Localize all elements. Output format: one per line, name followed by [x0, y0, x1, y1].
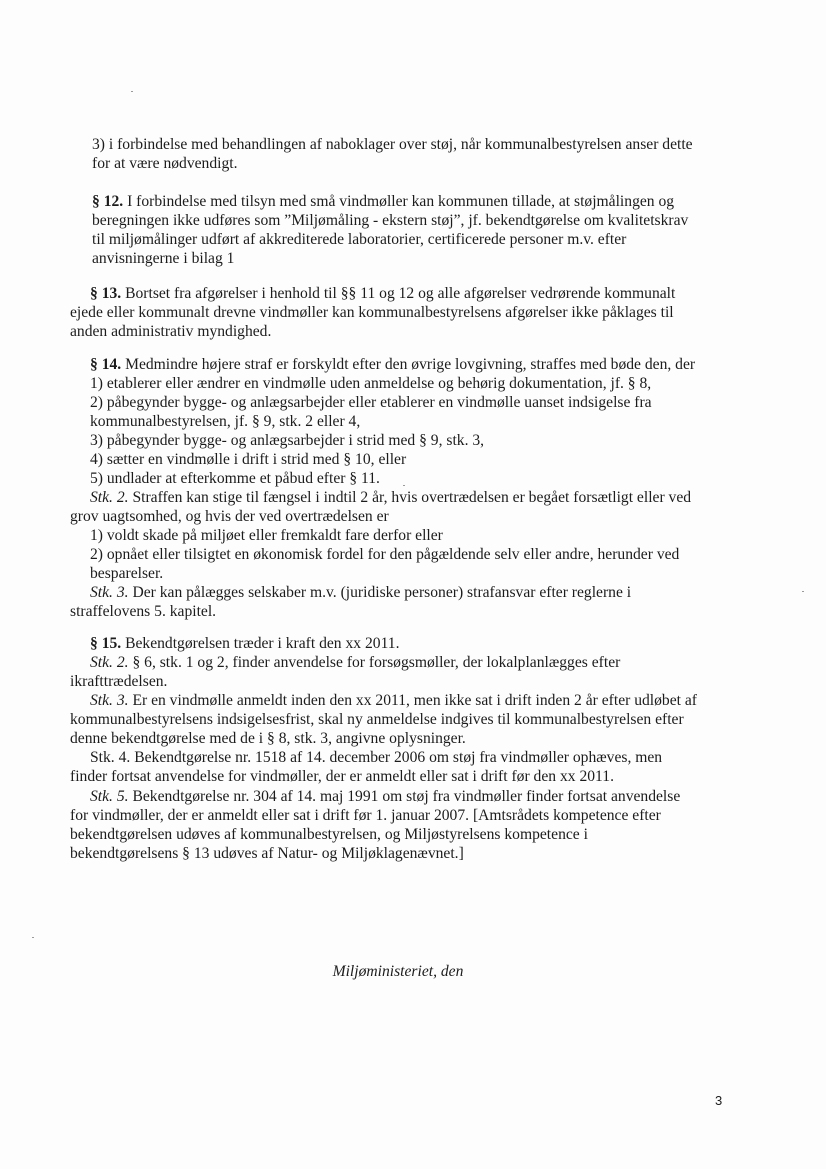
- section-14-stk3-label: Stk. 3.: [90, 584, 129, 601]
- paragraph-3-line-2: for at være nødvendigt.: [92, 155, 238, 172]
- section-14-stk2-item: 1) voldt skade på miljøet eller fremkaldt fare derfor eller: [90, 527, 443, 544]
- section-13-line-3: anden administrativ myndighed.: [70, 323, 272, 340]
- section-15-intro: § 15. Bekendtgørelsen træder i kraft den xx 2011.: [90, 635, 400, 652]
- section-13-line-2: ejede eller kommunalt drevne vindmøller kan kommunalbestyrelsens afgørelser ikke påklages til: [70, 304, 674, 321]
- section-15-stk5-line-4: bekendtgørelsens § 13 udøves af Natur- og Miljøklagenævnet.]: [70, 845, 464, 862]
- section-14-stk3-line-2: straffelovens 5. kapitel.: [70, 603, 217, 620]
- section-15-stk5-line-1: Stk. 5. Bekendtgørelse nr. 304 af 14. maj 1991 om støj fra vindmøller finder fortsat anvendelse: [90, 788, 681, 805]
- scan-speck: [403, 485, 405, 486]
- section-14-marker: § 14.: [90, 356, 122, 373]
- section-15-stk4-line-2: finder fortsat anvendelse for vindmøller, der er anmeldt eller sat i drift før den xx 2011.: [70, 768, 614, 785]
- section-15-stk3-line-1: Stk. 3. Er en vindmølle anmeldt inden den xx 2011, men ikke sat i drift inden 2 år efter udløbet af: [90, 692, 697, 709]
- section-15-stk5-label: Stk. 5.: [90, 788, 129, 805]
- scan-speck: [802, 591, 804, 592]
- section-14-item: 1) etablerer eller ændrer en vindmølle uden anmeldelse og behørig dokumentation, jf. § 8,: [90, 375, 652, 392]
- section-14-item: 2) påbegynder bygge- og anlægsarbejder eller etablerer en vindmølle uanset indsigelse fra: [90, 394, 652, 411]
- section-15-stk3-line-3: denne bekendtgørelse med de i § 8, stk. 3, angivne oplysninger.: [70, 730, 466, 747]
- section-15-stk3-line-2: kommunalbestyrelsens indsigelsesfrist, skal ny anmeldelse indgives til kommunalbestyrelsen efter: [70, 711, 684, 728]
- section-13-marker: § 13.: [90, 285, 122, 302]
- scan-speck: [32, 937, 34, 938]
- signature-line: Miljøministeriet, den: [332, 963, 464, 980]
- section-14-stk2-item: besparelser.: [90, 565, 164, 582]
- section-15-stk2-line-2: ikrafttrædelsen.: [70, 673, 168, 690]
- section-12-line-4: anvisningerne i bilag 1: [92, 250, 235, 267]
- section-14-stk2-label: Stk. 2.: [90, 489, 129, 506]
- section-15-stk4-line-1: Stk. 4. Bekendtgørelse nr. 1518 af 14. december 2006 om støj fra vindmøller ophæves, men: [90, 749, 663, 766]
- section-14-stk2-line-1: Stk. 2. Straffen kan stige til fængsel i indtil 2 år, hvis overtrædelsen er begået forsætligt eller ved: [90, 489, 692, 506]
- section-15-stk5-line-3: bekendtgørelsen udøves af kommunalbestyrelsen, og Miljøstyrelsens kompetence i: [70, 826, 588, 843]
- section-14-item: 4) sætter en vindmølle i drift i strid med § 10, eller: [90, 451, 407, 468]
- page-number: 3: [715, 1093, 723, 1108]
- paragraph-3-line-1: 3) i forbindelse med behandlingen af naboklager over støj, når kommunalbestyrelsen anser dette: [92, 136, 693, 153]
- section-14-item: 5) undlader at efterkomme et påbud efter § 11.: [90, 470, 380, 487]
- section-14-item: 3) påbegynder bygge- og anlægsarbejder i strid med § 9, stk. 3,: [90, 432, 485, 449]
- section-15-stk3-label: Stk. 3.: [90, 692, 129, 709]
- section-15-stk2-label: Stk. 2.: [90, 654, 129, 671]
- section-12-marker: § 12.: [92, 193, 124, 210]
- section-13-line-1: § 13. Bortset fra afgørelser i henhold til §§ 11 og 12 og alle afgørelser vedrørende kommunalt: [90, 285, 676, 302]
- section-15-stk2-line-1: Stk. 2. § 6, stk. 1 og 2, finder anvendelse for forsøgsmøller, der lokalplanlægges efter: [90, 654, 621, 671]
- section-12-line-3: til miljømålinger udført af akkrediterede laboratorier, certificerede personer m.v. efter: [92, 231, 627, 248]
- section-14-stk2-line-2: grov uagtsomhed, og hvis der ved overtrædelsen er: [70, 508, 389, 525]
- section-12-line-2: beregningen ikke udføres som ”Miljømåling - ekstern støj”, jf. bekendtgørelse om kvalitetskrav: [92, 212, 689, 229]
- section-15-stk5-line-2: for vindmøller, der er anmeldt eller sat i drift før 1. januar 2007. [Amtsrådets kompetence efter: [70, 807, 661, 824]
- section-14-stk2-item: 2) opnået eller tilsigtet en økonomisk fordel for den pågældende selv eller andre, herunder ved: [90, 546, 680, 563]
- section-15-marker: § 15.: [90, 635, 122, 652]
- section-14-intro: § 14. Medmindre højere straf er forskyldt efter den øvrige lovgivning, straffes med bøde den, der: [90, 356, 696, 373]
- section-14-stk3-line-1: Stk. 3. Der kan pålægges selskaber m.v. (juridiske personer) strafansvar efter reglerne i: [90, 584, 632, 601]
- section-14-item: kommunalbestyrelsen, jf. § 9, stk. 2 eller 4,: [90, 413, 361, 430]
- section-12-line-1: § 12. I forbindelse med tilsyn med små vindmøller kan kommunen tillade, at støjmålingen og: [92, 193, 675, 210]
- scan-speck: [131, 91, 133, 92]
- section-15-stk4-label: Stk. 4.: [90, 749, 131, 766]
